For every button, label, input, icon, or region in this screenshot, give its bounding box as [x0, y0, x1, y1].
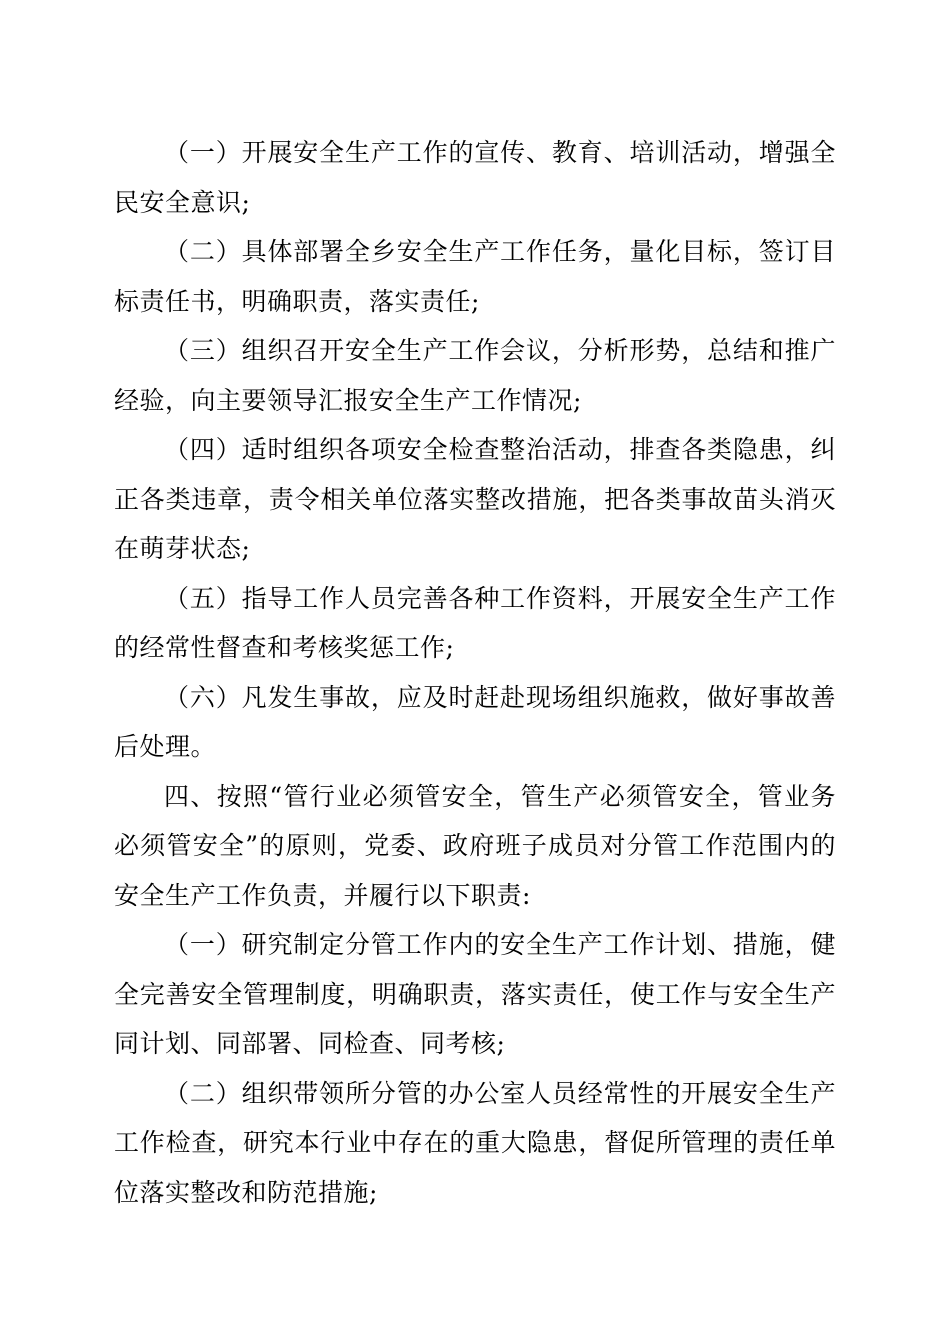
section-4-item-2-inspection: （二）组织带领所分管的办公室人员经常性的开展安全生产工作检查，研究本行业中存在的重大隐患，督促所管理的责任单位落实整改和防范措施; — [114, 1078, 836, 1207]
paragraph-5-staff-guidance: （五）指导工作人员完善各种工作资料，开展安全生产工作的经常性督查和考核奖惩工作; — [114, 583, 836, 662]
paragraph-1-publicity-training: （一）开展安全生产工作的宣传、教育、培训活动，增强全民安全意识; — [114, 138, 836, 217]
section-4-leadership-responsibility: 四、按照“管行业必须管安全，管生产必须管安全，管业务必须管安全”的原则，党委、政府班子成员对分管工作范围内的安全生产工作负责，并履行以下职责: — [114, 781, 836, 910]
paragraph-4-safety-inspections: （四）适时组织各项安全检查整治活动，排查各类隐患，纠正各类违章，责令相关单位落实整改措施，把各类事故苗头消灭在萌芽状态; — [114, 435, 836, 563]
paragraph-2-task-deployment: （二）具体部署全乡安全生产工作任务，量化目标，签订目标责任书，明确职责，落实责任; — [114, 237, 836, 316]
document-body — [114, 128, 836, 1217]
section-4-item-1-planning: （一）研究制定分管工作内的安全生产工作计划、措施，健全完善安全管理制度，明确职责，落实责任，使工作与安全生产同计划、同部署、同检查、同考核; — [114, 930, 836, 1058]
paragraph-6-accident-response: （六）凡发生事故，应及时赶赴现场组织施救，做好事故善后处理。 — [114, 682, 836, 761]
paragraph-3-safety-meetings: （三）组织召开安全生产工作会议，分析形势，总结和推广经验，向主要领导汇报安全生产工作情况; — [114, 336, 836, 415]
